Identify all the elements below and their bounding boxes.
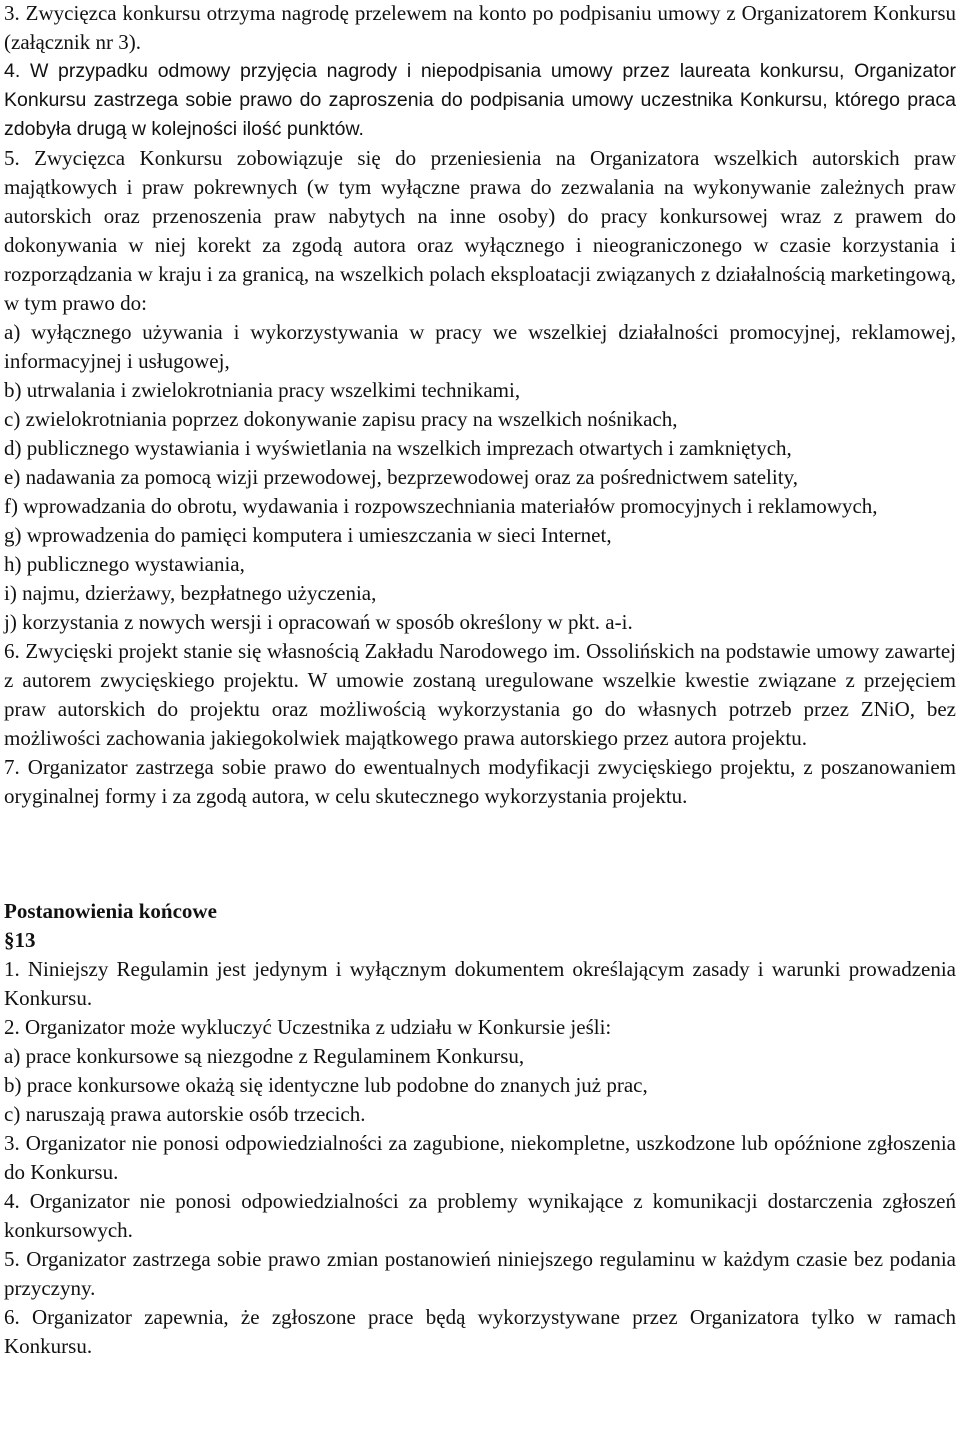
- document-page: [4, 0, 956, 1361]
- list-item-h: h) publicznego wystawiania,: [4, 552, 245, 576]
- final-list-item-c: c) naruszają prawa autorskie osób trzecich.: [4, 1102, 366, 1126]
- list-item-i: i) najmu, dzierżawy, bezpłatnego użyczenia,: [4, 581, 377, 605]
- list-item-c: c) zwielokrotniania poprzez dokonywanie zapisu pracy na wszelkich nośnikach,: [4, 407, 678, 431]
- section-heading: Postanowienia końcowe: [4, 899, 217, 923]
- list-item-d: d) publicznego wystawiania i wyświetlania na wszelkich imprezach otwartych i zamkniętych,: [4, 436, 792, 460]
- final-list-item-a: a) prace konkursowe są niezgodne z Regulaminem Konkursu,: [4, 1044, 525, 1068]
- final-list-item-b: b) prace konkursowe okażą się identyczne lub podobne do znanych już prac,: [4, 1073, 648, 1097]
- final-paragraph-1: 1. Niniejszy Regulamin jest jedynym i wyłącznym dokumentem określającym zasady i warunki prowadzenia Konkursu.: [4, 957, 956, 1010]
- paragraph-6: 6. Zwycięski projekt stanie się własnością Zakładu Narodowego im. Ossolińskich na podstawie umowy zawartej z autorem zwycięskiego projektu. W umowie zostaną uregulowane wszelkie kwestie związane z przejęciem praw autorskich do projektu oraz możliwością wykorzystania go do własnych potrzeb przez ZNiO, bez możliwości zachowania jakiegokolwiek majątkowego prawa autorskiego przez autora projektu.: [4, 639, 956, 750]
- list-item-f: f) wprowadzania do obrotu, wydawania i rozpowszechniania materiałów promocyjnych i reklamowych,: [4, 494, 878, 518]
- paragraph-3: 3. Zwycięzca konkursu otrzyma nagrodę przelewem na konto po podpisaniu umowy z Organizatorem Konkursu (załącznik nr 3).: [4, 1, 956, 54]
- final-paragraph-4: 4. Organizator nie ponosi odpowiedzialności za problemy wynikające z komunikacji dostarczenia zgłoszeń konkursowych.: [4, 1189, 956, 1242]
- list-item-j: j) korzystania z nowych wersji i opracowań w sposób określony w pkt. a-i.: [4, 610, 633, 634]
- paragraph-4: 4. W przypadku odmowy przyjęcia nagrody i niepodpisania umowy przez laureata konkursu, Organizator Konkursu zastrzega sobie prawo do zaproszenia do podpisania umowy uczestnika Konkursu, którego praca zdobyła drugą w kolejności ilość punktów.: [4, 60, 956, 140]
- list-item-g: g) wprowadzenia do pamięci komputera i umieszczania w sieci Internet,: [4, 523, 612, 547]
- list-item-a: a) wyłącznego używania i wykorzystywania w pracy we wszelkiej działalności promocyjnej, reklamowej, informacyjnej i usługowej,: [4, 320, 956, 373]
- section-number: §13: [4, 928, 36, 952]
- final-paragraph-2: 2. Organizator może wykluczyć Uczestnika z udziału w Konkursie jeśli:: [4, 1015, 612, 1039]
- list-item-b: b) utrwalania i zwielokrotniania pracy wszelkimi technikami,: [4, 378, 521, 402]
- paragraph-7: 7. Organizator zastrzega sobie prawo do ewentualnych modyfikacji zwycięskiego projektu, z poszanowaniem oryginalnej formy i za zgodą autora, w celu skutecznego wykorzystania projektu.: [4, 755, 956, 808]
- list-item-e: e) nadawania za pomocą wizji przewodowej, bezprzewodowej oraz za pośrednictwem satelity,: [4, 465, 798, 489]
- final-paragraph-5: 5. Organizator zastrzega sobie prawo zmian postanowień niniejszego regulaminu w każdym czasie bez podania przyczyny.: [4, 1247, 956, 1300]
- final-paragraph-3: 3. Organizator nie ponosi odpowiedzialności za zagubione, niekompletne, uszkodzone lub opóźnione zgłoszenia do Konkursu.: [4, 1131, 956, 1184]
- section-spacer: [4, 811, 956, 897]
- final-paragraph-6: 6. Organizator zapewnia, że zgłoszone prace będą wykorzystywane przez Organizatora tylko w ramach Konkursu.: [4, 1305, 956, 1358]
- paragraph-5: 5. Zwycięzca Konkursu zobowiązuje się do przeniesienia na Organizatora wszelkich autorskich praw majątkowych i praw pokrewnych (w tym wyłączne prawa do zezwalania na wykonywanie zależnych praw autorskich oraz przenoszenia praw nabytych na inne osoby) do pracy konkursowej wraz z prawem do dokonywania w niej korekt za zgodą autora oraz wyłącznego i nieograniczonego w czasie korzystania i rozporządzania w kraju i za granicą, na wszelkich polach eksploatacji związanych z działalnością marketingową, w tym prawo do:: [4, 146, 956, 315]
